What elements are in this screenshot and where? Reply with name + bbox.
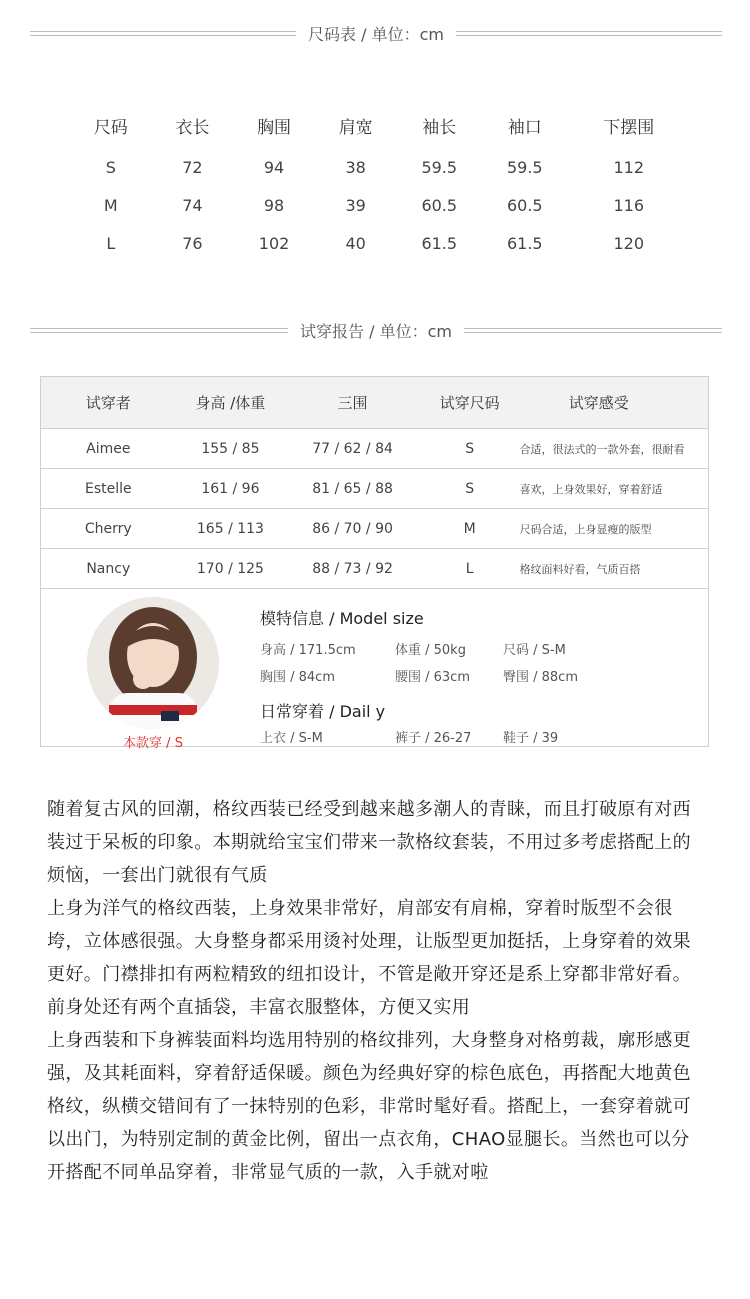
- size-row: [70, 186, 690, 224]
- size-cell: 112: [613, 157, 645, 177]
- daily-wear-heading: 日常穿着 / Dail y: [260, 702, 386, 721]
- size-cell: 74: [182, 195, 203, 215]
- tester-name: Aimee: [86, 440, 131, 457]
- size-header-cell: 尺码: [93, 117, 128, 138]
- model-photo-icon: [87, 597, 219, 729]
- size-header-cell: 衣长: [175, 117, 210, 138]
- size-row: [70, 224, 690, 262]
- tester-feedback: 尺码合适，上身显瘦的版型: [519, 522, 652, 536]
- size-header-cell: 胸围: [257, 117, 292, 138]
- size-cell: 98: [263, 195, 285, 215]
- tester-size: M: [463, 520, 476, 537]
- size-cell: 116: [613, 195, 645, 215]
- size-cell: 39: [345, 195, 366, 215]
- size-row: [70, 148, 690, 186]
- size-cell: 102: [258, 233, 290, 253]
- daily-top: 上衣 / S-M: [260, 731, 323, 746]
- tester-size: S: [465, 440, 475, 457]
- tester-measurements: 77 / 62 / 84: [312, 440, 393, 457]
- fitting-row: [41, 469, 708, 509]
- fitting-header-cell: 试穿者: [85, 394, 131, 412]
- size-cell: L: [106, 233, 116, 253]
- fitting-row: [41, 549, 708, 589]
- description-paragraph: 上身为洋气的格纹西装，上身效果非常好，肩部安有肩棉，穿着时版型不会很垮，立体感很强。大身整身都采用烫衬处理，让版型更加挺括，上身穿着的效果更好。门襟排扣有两粒精致的纽扣设计，不管是敞开穿还是系上穿都非常好看。前身处还有两个直插袋，丰富衣服整体，方便又实用: [47, 898, 691, 1018]
- model-stats-line-1: [260, 639, 566, 658]
- daily-wear-line: [260, 727, 558, 746]
- model-stats-line-2: [260, 666, 578, 685]
- fitting-report-title: 试穿报告 / 单位：cm: [300, 321, 452, 341]
- tester-height-weight: 170 / 125: [196, 560, 264, 577]
- tester-feedback: 合适，很法式的一款外套，很耐看: [519, 442, 685, 456]
- fitting-header-cell: 试穿感受: [568, 394, 629, 412]
- model-hip: 臀围 / 88cm: [503, 670, 578, 685]
- tester-name: Estelle: [84, 480, 132, 497]
- description-paragraph: 上身西装和下身裤装面料均选用特别的格纹排列，大身整身对格剪裁，廓形感更强，及其耗面料，穿着舒适保暖。颜色为经典好穿的棕色底色，再搭配大地黄色格纹，纵横交错间有了一抹特别的色彩，非常时髦好看。搭配上，一套穿着就可以出门，为特别定制的黄金比例，留出一点衣角，CHAO显腿长。当然也可以分开搭配不同单品穿着，非常显气质的一款，入手就对啦: [47, 1030, 691, 1183]
- model-info-panel: [41, 589, 708, 752]
- fitting-report-title-bar: [30, 320, 722, 340]
- fitting-header-cell: 三围: [337, 394, 368, 412]
- size-cell: 120: [613, 233, 645, 253]
- size-chart-table: [70, 110, 690, 262]
- tester-measurements: 86 / 70 / 90: [312, 520, 393, 537]
- model-size-caption: 本款穿 / S: [123, 736, 183, 751]
- tester-feedback: 喜欢，上身效果好，穿着舒适: [519, 482, 663, 496]
- size-header-cell: 下摆围: [603, 117, 655, 138]
- fitting-header-cell: 试穿尺码: [439, 394, 500, 412]
- tester-measurements: 81 / 65 / 88: [312, 480, 393, 497]
- size-chart-title: 尺码表 / 单位：cm: [308, 24, 444, 44]
- fitting-row: [41, 429, 708, 469]
- size-cell: 59.5: [506, 157, 543, 177]
- size-header-cell: 肩宽: [338, 117, 373, 138]
- tester-size: S: [465, 480, 475, 497]
- size-cell: S: [105, 157, 116, 177]
- daily-shoes: 鞋子 / 39: [503, 731, 559, 746]
- fitting-header-row: [41, 377, 708, 429]
- size-cell: 76: [182, 233, 203, 253]
- size-cell: M: [103, 195, 118, 215]
- tester-height-weight: 165 / 113: [196, 520, 264, 537]
- model-weight: 体重 / 50kg: [395, 643, 466, 658]
- daily-pants: 裤子 / 26-27: [395, 731, 472, 746]
- size-cell: 38: [345, 157, 366, 177]
- tester-height-weight: 161 / 96: [201, 480, 260, 497]
- size-chart-header-row: [70, 110, 690, 148]
- tester-name: Cherry: [84, 520, 132, 537]
- size-cell: 72: [182, 157, 203, 177]
- size-cell: 59.5: [421, 157, 458, 177]
- tester-measurements: 88 / 73 / 92: [312, 560, 393, 577]
- product-description: [47, 793, 707, 1189]
- size-cell: 60.5: [506, 195, 543, 215]
- size-chart-title-bar: [30, 23, 722, 43]
- size-cell: 94: [263, 157, 285, 177]
- model-waist: 腰围 / 63cm: [395, 670, 470, 685]
- fitting-row: [41, 509, 708, 549]
- divider: [464, 328, 722, 333]
- model-avatar: [87, 597, 219, 729]
- divider: [30, 31, 296, 36]
- fitting-header-cell: 身高 /体重: [195, 394, 266, 412]
- model-info-heading: 模特信息 / Model size: [260, 609, 424, 628]
- description-paragraph: 随着复古风的回潮，格纹西装已经受到越来越多潮人的青睐，而且打破原有对西装过于呆板的印象。本期就给宝宝们带来一款格纹套装，不用过多考虑搭配上的烦恼，一套出门就很有气质: [47, 799, 691, 886]
- tester-name: Nancy: [86, 560, 131, 577]
- size-cell: 40: [345, 233, 366, 253]
- tester-height-weight: 155 / 85: [201, 440, 260, 457]
- model-height: 身高 / 171.5cm: [260, 643, 356, 658]
- size-cell: 60.5: [421, 195, 458, 215]
- size-header-cell: 袖口: [507, 117, 542, 138]
- divider: [30, 328, 288, 333]
- divider: [456, 31, 722, 36]
- size-header-cell: 袖长: [422, 117, 457, 138]
- size-cell: 61.5: [506, 233, 543, 253]
- model-bust: 胸围 / 84cm: [260, 670, 335, 685]
- size-cell: 61.5: [421, 233, 458, 253]
- tester-size: L: [465, 560, 474, 577]
- model-size: 尺码 / S-M: [503, 643, 566, 658]
- fitting-report-table: [40, 376, 709, 751]
- tester-feedback: 格纹面料好看，气质百搭: [519, 562, 641, 576]
